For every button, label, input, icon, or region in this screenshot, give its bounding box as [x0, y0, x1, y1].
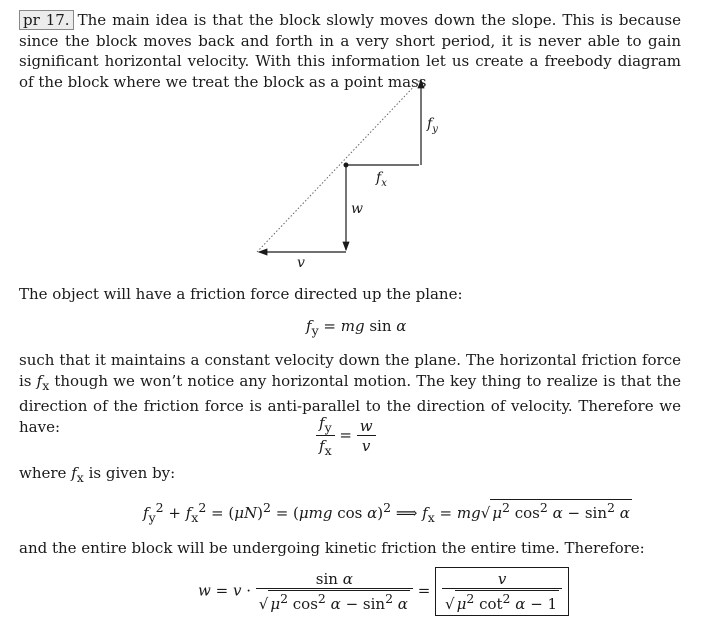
p3-start: where: [19, 464, 67, 482]
paragraph-where: where $f_x$ is given by:: [19, 464, 176, 485]
equation-fx: $f_y^2 + f_x^2 = (\mu N)^2 = (\mu mg$ cos α)$^2$ ⟹ $f_x = mg√$ $\mu^2$ $\cos^2 \alpha - \sin^2 \alpha$: [143, 500, 630, 525]
fx-label: $f_x$: [376, 170, 387, 189]
equation-w: w = v · $\frac{\text{sin α}}{√ \mu^2 \cos^2 \alpha - \sin^2 \alpha}$ = $\frac{v}{√ \mu^2 \cot^2 \alpha - 1}$: [198, 567, 569, 616]
p2-end: though we won’t notice any horizontal motion. The key thing to realize is that the direction of the friction force is anti-parallel to the direction of velocity. Therefore we have:: [19, 371, 682, 436]
boxed-answer: $\frac{v}{√ \mu^2 \cot^2 \alpha - 1}$: [435, 567, 569, 616]
equation-ratio: $\frac{f_y}{f_x}$ = $\frac{w}{v}$: [316, 414, 376, 458]
fy-label: $f_y$: [427, 116, 438, 135]
paragraph-kinetic: and the entire block will be undergoing kinetic friction the entire time. Therefore:: [19, 539, 645, 557]
paragraph-velocity: such that it maintains a constant velocity down the plane. The horizontal friction force is $f_x$ though we won’t notice any horizontal motion. The key thing to realize is that the direction of the friction force is anti-parallel to the direction of velocity. Therefore we have:: [19, 351, 682, 436]
point-mass: [344, 163, 349, 168]
equation-fy: $f_y$ = mg sin α: [306, 317, 407, 338]
w-label: w: [351, 201, 363, 217]
p2-start: such that it maintains a constant velocity down the plane. The horizontal friction force is: [19, 351, 681, 390]
problem-tag: pr 17.: [19, 10, 74, 30]
paragraph-friction: The object will have a friction force directed up the plane:: [19, 285, 463, 303]
v-label: v: [297, 255, 305, 271]
p3-end: is given by:: [88, 464, 176, 482]
intro-text: The main idea is that the block slowly moves down the slope. This is because since the block moves back and forth in a very short period, it is never able to gain significant horizontal velocity. With this information let us create a freebody diagram of the block where we treat the block as a point mass: [19, 11, 681, 91]
